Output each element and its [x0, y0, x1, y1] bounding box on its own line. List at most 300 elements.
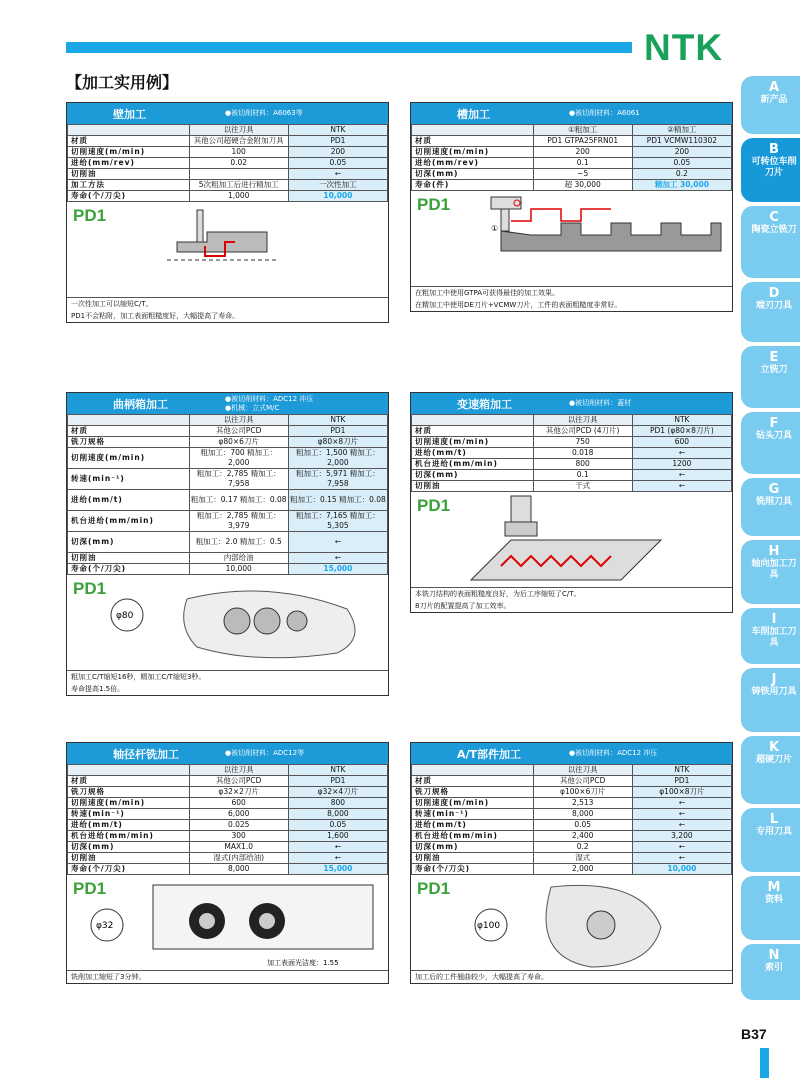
panel-material: ●被切削材料：ADC12 冲压	[225, 394, 314, 403]
sidebar-tab-label: 可转位车削刀片	[751, 157, 797, 178]
table-row	[68, 842, 388, 853]
table-row	[68, 437, 388, 448]
table-cell: 0.2	[632, 169, 731, 180]
table-head-cell	[412, 765, 534, 776]
example-panel	[66, 742, 389, 984]
panel-machine: ●机械：立式M/C	[225, 403, 280, 412]
figure-note: 加工表面光洁度：1.55	[267, 959, 339, 967]
table-cell: 粗加工：1,500 精加工：2,000	[288, 448, 387, 469]
table-head-row	[412, 765, 732, 776]
table-cell: ←	[288, 532, 387, 553]
sidebar-tab-letter: I	[771, 612, 777, 627]
example-panel	[410, 102, 733, 312]
table-row	[68, 490, 388, 511]
panel-note: 粗加工C/T缩短16秒，精加工C/T缩短3秒。	[71, 673, 206, 681]
table-row	[68, 448, 388, 469]
illustration	[67, 575, 388, 671]
table-row	[412, 864, 732, 875]
table-cell: 8,000	[533, 809, 632, 820]
table-cell: 粗加工：700 精加工：2,000	[189, 448, 288, 469]
sidebar-tab-letter: A	[768, 80, 780, 95]
table-cell: 0.018	[533, 448, 632, 459]
section-title: 【加工实用例】	[66, 73, 179, 92]
table-cell: 切削速度(m/min)	[68, 798, 190, 809]
table-cell: 0.1	[533, 470, 632, 481]
panel-header	[411, 393, 732, 414]
table-head-cell: ②精加工	[632, 125, 731, 136]
table-head-row	[68, 765, 388, 776]
table-cell: PD1 (φ80×8刀片)	[632, 426, 731, 437]
table-cell: 1,000	[189, 191, 288, 202]
process-diagram	[411, 191, 731, 285]
table-row	[412, 147, 732, 158]
panel-material: ●被切削材料：A6063等	[225, 109, 303, 117]
panel-title: 变速箱加工	[457, 397, 512, 411]
process-diagram	[411, 875, 731, 969]
sidebar-tab-label: 立铣刀	[760, 365, 788, 375]
panel-meta	[225, 395, 313, 413]
sidebar-tab-label: 索引	[764, 963, 783, 973]
panel-material: ●被切削材料：A6061	[569, 109, 640, 117]
table-row	[412, 776, 732, 787]
illustration	[67, 202, 388, 298]
table-cell: 材质	[68, 776, 190, 787]
table-cell: PD1	[288, 136, 387, 147]
process-diagram	[411, 492, 731, 586]
table-cell: 切深(mm)	[68, 842, 190, 853]
sidebar-tab-letter: F	[769, 416, 779, 431]
table-cell: 材质	[68, 136, 190, 147]
table-cell: 切削油	[68, 169, 190, 180]
table-cell: 3,200	[632, 831, 731, 842]
table-row	[412, 809, 732, 820]
panel-header	[411, 743, 732, 764]
panel-note: 8刀片的配置提高了加工效率。	[415, 602, 511, 610]
table-cell: 10,000	[189, 564, 288, 575]
sidebar-tab-label: 专用刀具	[755, 827, 792, 837]
table-cell: 切削油	[68, 853, 190, 864]
panel-title: 曲柄箱加工	[113, 397, 168, 411]
table-cell: 进给(mm/rev)	[412, 158, 534, 169]
table-row	[412, 853, 732, 864]
table-row	[68, 136, 388, 147]
table-row	[68, 820, 388, 831]
table-row	[412, 481, 732, 492]
table-cell: 切深(mm)	[412, 842, 534, 853]
sidebar-tab-j[interactable]	[741, 668, 800, 732]
panel-note: PD1不会粘附，加工表面粗糙度好，大幅提高了寿命。	[71, 312, 240, 320]
panel-title: A/T部件加工	[457, 747, 522, 761]
panel-note: 一次性加工可以缩短C/T。	[71, 300, 153, 308]
table-cell: φ80×8刀片	[288, 437, 387, 448]
table-row	[68, 853, 388, 864]
table-head-cell: ①粗加工	[533, 125, 632, 136]
table-cell: 15,000	[288, 564, 387, 575]
sidebar-tab-e[interactable]	[741, 346, 800, 408]
table-row	[68, 553, 388, 564]
sidebar-tab-n[interactable]	[741, 944, 800, 1000]
table-cell: 切削速度(m/min)	[412, 437, 534, 448]
panel-material: ●被切削材料：ADC12 冲压	[569, 749, 658, 757]
table-row	[412, 842, 732, 853]
table-head-cell: NTK	[288, 765, 387, 776]
table-cell: 切深(mm)	[412, 470, 534, 481]
pd1-label: PD1	[417, 195, 451, 214]
panel-note: 在精加工中使用DE刀片+VCMW刀片，工件的表面粗糙度非常好。	[415, 301, 622, 309]
table-row	[412, 158, 732, 169]
example-panel	[66, 102, 389, 323]
table-head-cell: 以往刀具	[189, 125, 288, 136]
table-row	[68, 864, 388, 875]
table-head-cell	[68, 765, 190, 776]
table-head-cell: 以往刀具	[189, 415, 288, 426]
panel-note: 铣削加工缩短了3分钟。	[71, 973, 146, 981]
sidebar-tab-b[interactable]	[741, 138, 800, 202]
example-panel	[410, 392, 733, 613]
sidebar-tab-d[interactable]	[741, 282, 800, 342]
table-cell: ←	[632, 809, 731, 820]
table-cell: 材质	[412, 136, 534, 147]
table-cell: 切削速度(m/min)	[412, 147, 534, 158]
sidebar-tab-letter: J	[771, 672, 777, 687]
table-cell: 材质	[412, 426, 534, 437]
table-row	[412, 136, 732, 147]
table-cell: ←	[288, 853, 387, 864]
sidebar-tab-letter: E	[769, 350, 779, 365]
table-cell: 0.1	[533, 158, 632, 169]
table-cell: ←	[288, 169, 387, 180]
sidebar-tab-i[interactable]	[741, 608, 800, 664]
table-cell: ←	[632, 798, 731, 809]
table-row	[68, 787, 388, 798]
table-row	[68, 426, 388, 437]
table-head-row	[68, 125, 388, 136]
sidebar-tab-label: 钻头刀具	[755, 431, 792, 441]
table-row	[68, 511, 388, 532]
panel-material: ●被切削材料：ADC12等	[225, 749, 305, 757]
sidebar-tab-a[interactable]	[741, 76, 800, 134]
sidebar-tab-label: 铣削刀具	[755, 497, 792, 507]
table-head-cell	[68, 125, 190, 136]
table-cell: 200	[632, 147, 731, 158]
table-head-cell: 以往刀具	[533, 765, 632, 776]
sidebar-tab-label: 资料	[764, 895, 783, 905]
table-head-cell	[412, 415, 534, 426]
table-cell: 进给(mm/t)	[68, 490, 190, 511]
table-cell: φ100×8刀片	[632, 787, 731, 798]
pd1-label: PD1	[73, 206, 107, 225]
table-row	[412, 426, 732, 437]
table-cell: ~5	[533, 169, 632, 180]
table-cell: 600	[632, 437, 731, 448]
sidebar-tab-k[interactable]	[741, 736, 800, 804]
pd1-label: PD1	[417, 879, 451, 898]
table-cell: 0.05	[533, 820, 632, 831]
panel-title: 槽加工	[457, 107, 490, 121]
table-head-cell	[412, 125, 534, 136]
table-cell: 0.05	[632, 158, 731, 169]
table-cell: 1,600	[288, 831, 387, 842]
svg-text:φ32: φ32	[96, 921, 114, 931]
table-cell: ←	[288, 842, 387, 853]
table-cell: 粗加工：5,971 精加工：7,958	[288, 469, 387, 490]
table-cell: PD1	[632, 776, 731, 787]
panel-header	[411, 103, 732, 124]
table-cell: 转速(min⁻¹)	[68, 809, 190, 820]
illustration	[411, 875, 732, 971]
table-cell: 2,000	[533, 864, 632, 875]
page-bar	[760, 1048, 769, 1078]
illustration	[67, 875, 388, 971]
table-cell: 材质	[68, 426, 190, 437]
table-cell: 750	[533, 437, 632, 448]
table-cell: 2,513	[533, 798, 632, 809]
table-row	[68, 564, 388, 575]
illustration	[411, 191, 732, 287]
table-row	[68, 798, 388, 809]
table-cell: 粗加工：2,785 精加工：3,979	[189, 511, 288, 532]
table-cell: 超 30,000	[533, 180, 632, 191]
sidebar-tab-letter: B	[769, 142, 779, 157]
sidebar-tab-f[interactable]	[741, 412, 800, 474]
table-cell: 切削速度(m/min)	[412, 798, 534, 809]
panel-note: 加工后的工件翘曲较少，大幅提高了寿命。	[415, 973, 548, 981]
table-cell: ←	[632, 842, 731, 853]
table-row	[412, 437, 732, 448]
example-panel	[410, 742, 733, 984]
table-cell: PD1 VCMW110302	[632, 136, 731, 147]
table-cell: 湿式(内部给油)	[189, 853, 288, 864]
table-cell: 6,000	[189, 809, 288, 820]
table-cell: 100	[189, 147, 288, 158]
table-cell: 1200	[632, 459, 731, 470]
table-head-row	[412, 125, 732, 136]
table-cell: 800	[533, 459, 632, 470]
table-cell: PD1 GTPA25FRN01	[533, 136, 632, 147]
sidebar-tab-letter: L	[769, 812, 779, 827]
table-cell: MAX1.0	[189, 842, 288, 853]
table-row	[412, 169, 732, 180]
sidebar-tab-letter: N	[768, 948, 780, 963]
spec-table	[411, 764, 732, 875]
panel-header	[67, 393, 388, 414]
table-cell: 转速(min⁻¹)	[68, 469, 190, 490]
table-cell: 寿命(件)	[412, 180, 534, 191]
panel-header	[67, 743, 388, 764]
panel-note: 寿命提高1.5倍。	[71, 685, 125, 693]
table-cell: 0.05	[288, 820, 387, 831]
spec-table	[411, 414, 732, 492]
table-cell: 切削油	[68, 553, 190, 564]
sidebar	[741, 76, 800, 1022]
table-cell: 10,000	[632, 864, 731, 875]
table-head-cell	[68, 415, 190, 426]
table-cell: 0.05	[288, 158, 387, 169]
table-cell: 寿命(个/刀尖)	[68, 564, 190, 575]
table-cell: ←	[288, 553, 387, 564]
table-row	[412, 180, 732, 191]
table-row	[412, 459, 732, 470]
table-cell: 粗加工：0.17 精加工：0.08	[189, 490, 288, 511]
pd1-label: PD1	[417, 496, 451, 515]
panel-title: 壁加工	[113, 107, 146, 121]
table-cell: ←	[632, 853, 731, 864]
table-cell: 切削油	[412, 853, 534, 864]
table-head-cell: 以往刀具	[533, 415, 632, 426]
table-cell: PD1	[288, 426, 387, 437]
table-cell: 进给(mm/t)	[412, 448, 534, 459]
table-cell: 铣刀规格	[68, 787, 190, 798]
table-row	[68, 831, 388, 842]
pd1-label: PD1	[73, 879, 107, 898]
table-cell: ←	[632, 470, 731, 481]
panel-material: ●被切削材料：蓋材	[569, 399, 632, 407]
sidebar-tab-letter: G	[768, 482, 780, 497]
table-row	[68, 532, 388, 553]
sidebar-tab-l[interactable]	[741, 808, 800, 872]
table-head-cell: NTK	[288, 125, 387, 136]
table-cell: 一次性加工	[288, 180, 387, 191]
sidebar-tab-label: 陶瓷立铣刀	[751, 225, 797, 235]
table-cell: 寿命(个/刀尖)	[412, 864, 534, 875]
table-cell: 精加工 30,000	[632, 180, 731, 191]
table-cell: ←	[632, 820, 731, 831]
illustration	[411, 492, 732, 588]
table-cell: 200	[533, 147, 632, 158]
sidebar-tab-label: 轴向加工刀具	[751, 559, 797, 580]
table-cell: ←	[632, 481, 731, 492]
table-row	[68, 469, 388, 490]
table-cell: 干式	[533, 481, 632, 492]
table-cell: PD1	[288, 776, 387, 787]
sidebar-tab-letter: H	[768, 544, 780, 559]
sidebar-tab-label: 车削加工刀具	[751, 627, 797, 648]
svg-text:①: ①	[491, 224, 499, 233]
table-head-cell: NTK	[632, 415, 731, 426]
table-cell: 进给(mm/t)	[412, 820, 534, 831]
table-cell: 其他公司PCD	[189, 776, 288, 787]
process-diagram	[67, 875, 387, 969]
sidebar-tab-letter: D	[768, 286, 780, 301]
panel-note: 本铣刀结构的表面粗糙度良好，为后工序缩短了C/T。	[415, 590, 581, 598]
table-cell: 加工方法	[68, 180, 190, 191]
panel-note: 在粗加工中使用GTPA可获得最佳的加工效果。	[415, 289, 560, 297]
table-cell: φ80×6刀片	[189, 437, 288, 448]
table-row	[412, 787, 732, 798]
table-row	[68, 180, 388, 191]
table-head-cell: NTK	[632, 765, 731, 776]
panel-header	[67, 103, 388, 124]
process-diagram	[67, 575, 387, 669]
table-cell: 粗加工：2,785 精加工：7,958	[189, 469, 288, 490]
sidebar-tab-g[interactable]	[741, 478, 800, 536]
table-cell: 内部给油	[189, 553, 288, 564]
table-head-cell: NTK	[288, 415, 387, 426]
table-cell: 15,000	[288, 864, 387, 875]
panel-title: 轴径杆铣加工	[113, 747, 179, 761]
sidebar-tab-label: 端刃刀具	[755, 301, 792, 311]
sidebar-tab-label: 新产品	[760, 95, 788, 105]
table-cell: φ100×6刀片	[533, 787, 632, 798]
table-row	[412, 470, 732, 481]
sidebar-tab-letter: C	[769, 210, 779, 225]
table-cell: 0.025	[189, 820, 288, 831]
table-cell: φ32×4刀片	[288, 787, 387, 798]
spec-table	[67, 414, 388, 575]
table-cell: 10,000	[288, 191, 387, 202]
svg-text:φ80: φ80	[116, 611, 134, 621]
table-cell: 切深(mm)	[412, 169, 534, 180]
table-row	[68, 191, 388, 202]
table-row	[412, 820, 732, 831]
table-head-row	[68, 415, 388, 426]
table-cell: 0.02	[189, 158, 288, 169]
spec-table	[67, 764, 388, 875]
sidebar-tab-label: 超硬刀片	[755, 755, 792, 765]
table-cell: 粗加工：7,165 精加工：5,305	[288, 511, 387, 532]
table-row	[68, 158, 388, 169]
table-cell: 切深(mm)	[68, 532, 190, 553]
table-cell: 其他公司PCD	[533, 776, 632, 787]
table-cell	[189, 169, 288, 180]
table-cell: 其他公司超硬合金附加刀具	[189, 136, 288, 147]
table-row	[412, 831, 732, 842]
table-cell: 200	[288, 147, 387, 158]
table-cell: 寿命(个/刀尖)	[68, 864, 190, 875]
table-cell: 铣刀规格	[412, 787, 534, 798]
table-cell: 进给(mm/rev)	[68, 158, 190, 169]
table-cell: 湿式	[533, 853, 632, 864]
table-row	[68, 776, 388, 787]
spec-table	[411, 124, 732, 191]
ntk-logo: NTK	[644, 27, 724, 68]
process-diagram	[67, 202, 387, 296]
sidebar-tab-letter: K	[768, 740, 780, 755]
table-row	[412, 448, 732, 459]
table-cell: 铣刀规格	[68, 437, 190, 448]
table-cell: 600	[189, 798, 288, 809]
example-panel	[66, 392, 389, 696]
table-cell: 其他公司PCD	[189, 426, 288, 437]
svg-text:φ100: φ100	[477, 921, 501, 931]
sidebar-tab-c[interactable]	[741, 206, 800, 278]
spec-table	[67, 124, 388, 202]
table-cell: 切削油	[412, 481, 534, 492]
table-cell: 切削速度(m/min)	[68, 448, 190, 469]
table-cell: 转速(min⁻¹)	[412, 809, 534, 820]
table-cell: 0.2	[533, 842, 632, 853]
table-head-row	[412, 415, 732, 426]
table-row	[68, 147, 388, 158]
table-cell: ←	[632, 448, 731, 459]
sidebar-tab-h[interactable]	[741, 540, 800, 604]
table-cell: 机台进给(mm/min)	[412, 459, 534, 470]
table-cell: 机台进给(mm/min)	[68, 511, 190, 532]
top-accent-bar	[66, 42, 632, 53]
table-cell: 机台进给(mm/min)	[412, 831, 534, 842]
sidebar-tab-label: 铸铁用刀具	[751, 687, 797, 697]
table-cell: 机台进给(mm/min)	[68, 831, 190, 842]
pd1-label: PD1	[73, 579, 107, 598]
page-number: B37	[741, 1026, 767, 1042]
table-cell: 粗加工：0.15 精加工：0.08	[288, 490, 387, 511]
table-cell: 2,400	[533, 831, 632, 842]
table-cell: 其他公司PCD (4刀片)	[533, 426, 632, 437]
table-head-cell: 以往刀具	[189, 765, 288, 776]
table-cell: 粗加工：2.0 精加工：0.5	[189, 532, 288, 553]
table-cell: 切削速度(m/min)	[68, 147, 190, 158]
sidebar-tab-m[interactable]	[741, 876, 800, 940]
